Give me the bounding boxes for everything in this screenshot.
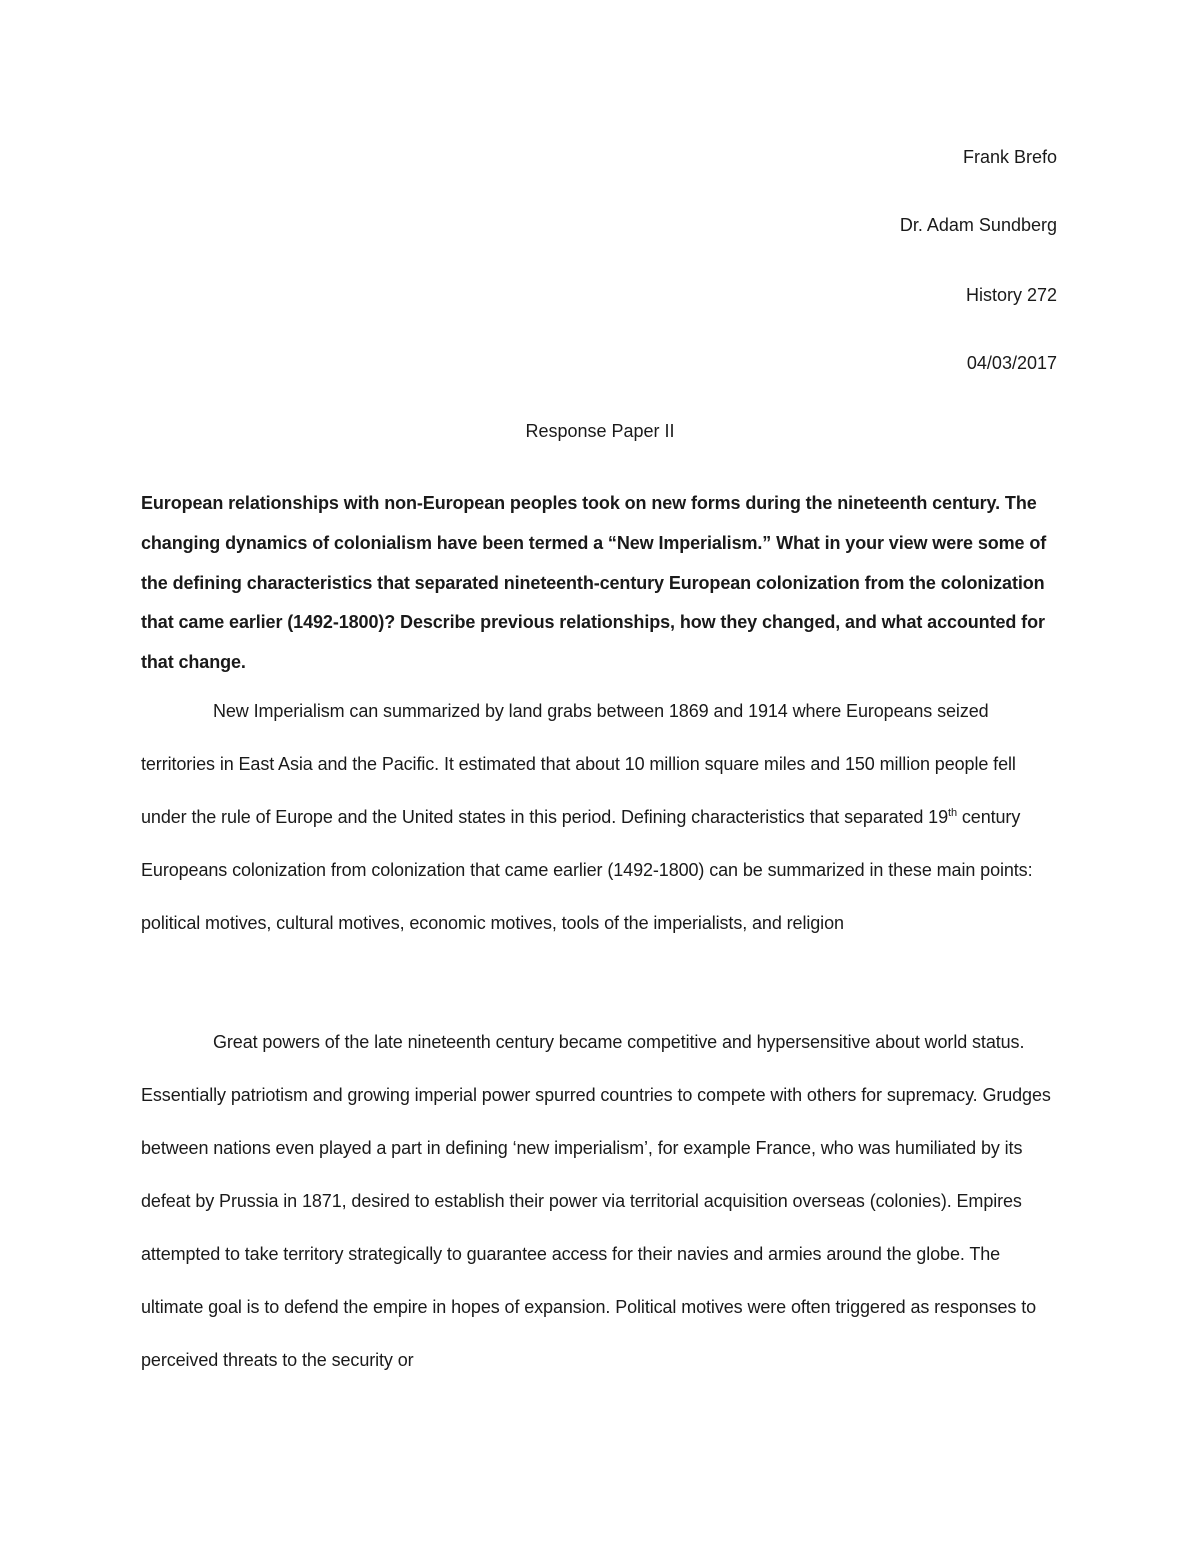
paper-title: Response Paper II [525,421,675,441]
course-name-text: History 272 [965,285,1057,305]
document-date-text: 04/03/2017 [966,353,1057,373]
author-name-text: Frank Brefo [962,147,1057,167]
paragraph-2-text: Great powers of the late nineteenth century became competitive and hypersensitive about world status. Essentially patriotism and growing imperial power spurred countries to compete with others for supremacy. Grudges between nations even played a part in defining ‘new imperialism’, for example France, who was humiliated by its defeat by Prussia in 1871, desired to establish their power via territorial acquisition overseas (colonies). Empires attempted to take territory strategically to guarantee access for their navies and armies around the globe. The ultimate goal is to defend the empire in hopes of expansion. Political motives were often triggered as responses to perceived threats to the security or [141,1032,1051,1370]
ordinal-superscript: th [948,807,957,819]
instructor-name [0,214,1057,236]
course-name [0,284,1057,306]
document-date [0,352,1057,374]
instructor-name-text: Dr. Adam Sundberg [899,215,1057,235]
author-name [0,146,1057,168]
body-paragraph-2 [141,1016,1061,1387]
paragraph-1-text-b: century Europeans colonization from colonization that came earlier (1492-1800) can be summarized in these main points: political motives, cultural motives, economic motives, tools of the imperialists, and religion [141,807,1033,933]
essay-prompt: European relationships with non-European peoples took on new forms during the nineteenth century. The changing dynamics of colonialism have been termed a “New Imperialism.” What in your view were some of the defining characteristics that separated nineteenth-century European colonization from the colonization that came earlier (1492-1800)? Describe previous relationships, how they changed, and what accounted for that change. [141,493,1047,673]
paragraph-1-text-a: New Imperialism can summarized by land grabs between 1869 and 1914 where Europeans seized territories in East Asia and the Pacific. It estimated that about 10 million square miles and 150 million people fell under the rule of Europe and the United states in this period. Defining characteristics that separated 19 [141,701,1016,827]
body-paragraph-1 [141,685,1061,950]
